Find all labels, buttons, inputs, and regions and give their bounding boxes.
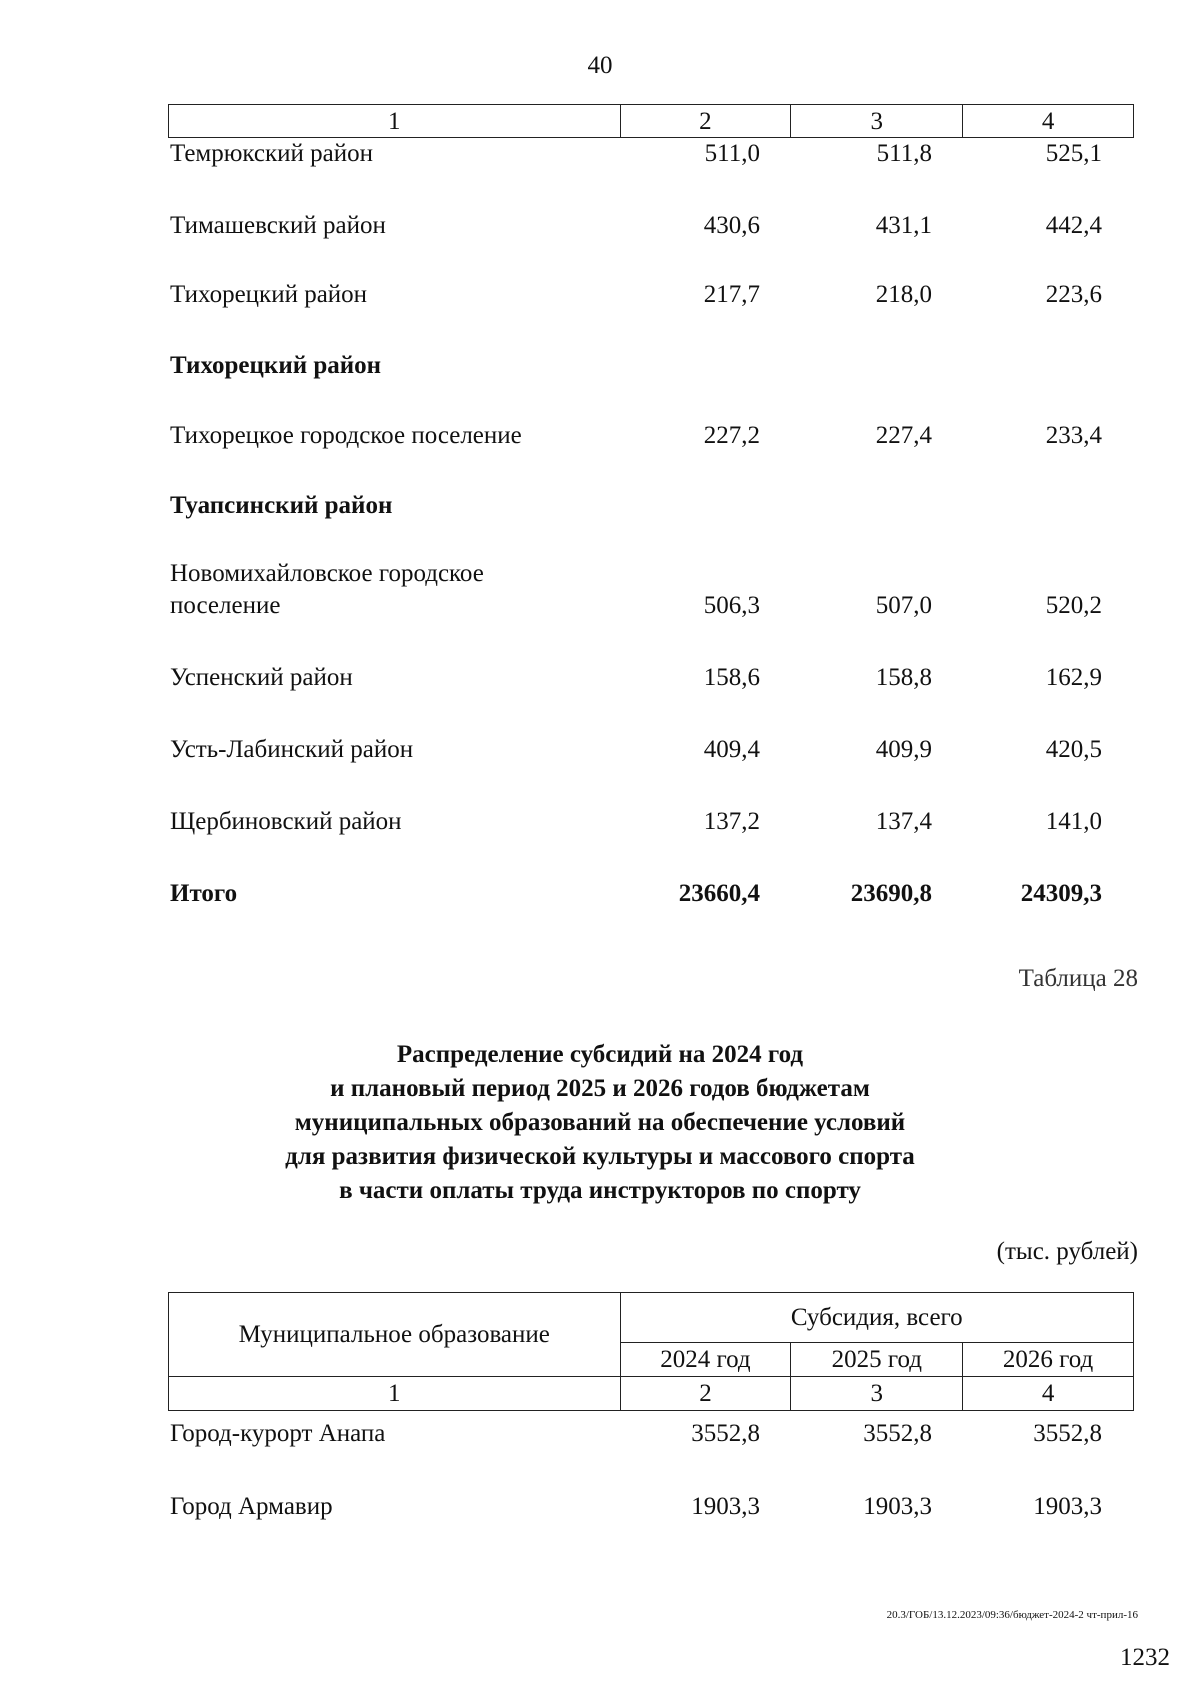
table-row [170,212,1130,246]
total-2026: 24309,3 [1020,880,1102,907]
value-2026: 1903,3 [1033,1493,1102,1520]
sheet-number: 1232 [1120,1644,1170,1671]
table28-header [168,1292,1134,1411]
continued-table-header [168,104,1134,138]
table-row [170,560,1130,626]
value-2024: 227,2 [703,422,760,449]
group-heading: Туапсинский район [170,492,393,519]
total-2025: 23690,8 [850,880,932,907]
column-header-2025: 2025 год [791,1343,963,1377]
value-2024: 511,0 [704,140,760,167]
value-2024: 3552,8 [691,1420,760,1447]
column-number-3: 3 [791,105,963,138]
group-heading-row [170,492,1130,526]
value-2026: 525,1 [1045,140,1102,167]
value-2025: 137,4 [875,808,932,835]
value-2025: 218,0 [875,281,932,308]
total-2024: 23660,4 [678,880,760,907]
municipality-name: Город-курорт Анапа [170,1420,386,1447]
page-number: 40 [587,52,613,79]
value-2024: 1903,3 [691,1493,760,1520]
municipality-name: Усть-Лабинский район [170,736,414,763]
column-number-2: 2 [620,1377,791,1411]
value-2025: 158,8 [875,664,932,691]
column-number-2: 2 [620,105,791,138]
municipality-name: Тимашевский район [170,212,386,239]
total-label: Итого [170,880,238,907]
group-heading: Тихорецкий район [170,352,382,379]
value-2026: 3552,8 [1033,1420,1102,1447]
value-2025: 511,8 [876,140,932,167]
value-2025: 1903,3 [863,1493,932,1520]
value-2025: 3552,8 [863,1420,932,1447]
value-2026: 223,6 [1045,281,1102,308]
table-label: Таблица 28 [1018,965,1138,992]
value-2024: 217,7 [703,281,760,308]
table-row [170,1493,1130,1527]
municipality-name-line2: поселение [170,592,281,619]
value-2026: 141,0 [1045,808,1102,835]
value-2026: 442,4 [1045,212,1102,239]
table-row [170,1420,1130,1454]
table-row [170,140,1130,174]
column-number-1: 1 [169,105,621,138]
column-number-1: 1 [169,1377,621,1411]
value-2025: 507,0 [875,592,932,619]
municipality-name: Щербиновский район [170,808,402,835]
table-title-line: в части оплаты труда инструкторов по спорту [339,1177,861,1204]
column-header-group: Субсидия, всего [620,1293,1133,1343]
column-header-2024: 2024 год [620,1343,791,1377]
column-number-4: 4 [963,105,1134,138]
municipality-name-line1: Новомихайловское городское [170,560,484,587]
value-2026: 233,4 [1045,422,1102,449]
group-heading-row [170,352,1130,386]
value-2024: 158,6 [703,664,760,691]
value-2024: 409,4 [703,736,760,763]
column-header-2026: 2026 год [963,1343,1134,1377]
table-row [170,664,1130,698]
municipality-name: Темрюкский район [170,140,374,167]
table-title-line: и плановый период 2025 и 2026 годов бюджетам [330,1075,870,1102]
municipality-name: Тихорецкое городское поселение [170,422,522,449]
value-2024: 430,6 [703,212,760,239]
value-2025: 409,9 [875,736,932,763]
value-2025: 227,4 [875,422,932,449]
table-row [170,808,1130,842]
table-row [170,281,1130,315]
column-number-4: 4 [963,1377,1134,1411]
table-row [170,736,1130,770]
municipality-name: Город Армавир [170,1493,333,1520]
document-code: 20.3/ГОБ/13.12.2023/09:36/бюджет-2024-2 чт-прил-16 [886,1609,1138,1621]
value-2025: 431,1 [875,212,932,239]
table-row [170,422,1130,456]
column-number-3: 3 [791,1377,963,1411]
unit-label: (тыс. рублей) [996,1238,1138,1265]
table-title-line: для развития физической культуры и массового спорта [285,1143,915,1170]
total-row [170,880,1130,914]
column-header-municipality: Муниципальное образование [169,1293,621,1377]
value-2024: 137,2 [703,808,760,835]
municipality-name: Тихорецкий район [170,281,368,308]
table-title-line: муниципальных образований на обеспечение условий [294,1109,906,1136]
municipality-name: Успенский район [170,664,353,691]
value-2026: 520,2 [1045,592,1102,619]
value-2026: 162,9 [1045,664,1102,691]
table-title-line: Распределение субсидий на 2024 год [396,1041,804,1068]
value-2026: 420,5 [1045,736,1102,763]
value-2024: 506,3 [703,592,760,619]
